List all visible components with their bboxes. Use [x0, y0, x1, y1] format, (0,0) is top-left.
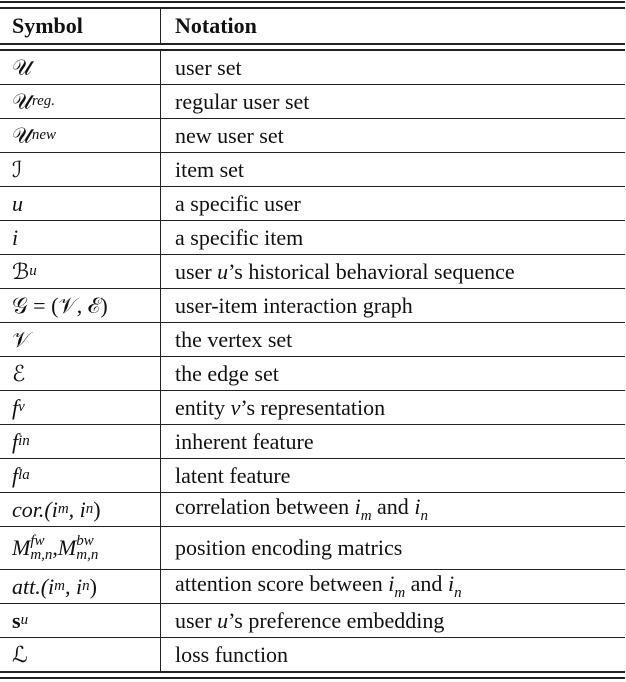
table-row	[0, 85, 625, 119]
text-segment: i	[414, 494, 421, 519]
text-segment: latent feature	[175, 462, 291, 488]
symbol-cell	[0, 323, 161, 356]
text-segment: ℰ	[12, 360, 26, 386]
subscript: m	[360, 508, 372, 524]
table-row	[0, 357, 625, 391]
notation-cell	[161, 293, 413, 319]
text-segment: u	[217, 607, 229, 633]
notation-cell	[161, 191, 301, 217]
notation-cell	[161, 608, 444, 634]
symbol-cell	[0, 85, 161, 118]
symbol-cell	[0, 255, 161, 288]
script-stack	[30, 534, 52, 562]
table-row	[0, 425, 625, 459]
table-row	[0, 493, 625, 527]
notation-cell	[161, 123, 284, 149]
table-row	[0, 391, 625, 425]
subscript: n	[85, 501, 94, 517]
text-segment: s	[12, 607, 21, 633]
text-segment: position encoding matrics	[175, 535, 403, 560]
header-rule	[0, 43, 625, 51]
text-segment: u	[12, 190, 23, 216]
script-stack	[76, 534, 98, 562]
text-segment: inherent feature	[175, 428, 314, 454]
bottom-rule	[0, 671, 625, 679]
text-segment: ’s representation	[240, 394, 386, 420]
text-segment: ℬ	[12, 258, 30, 284]
table-row	[0, 323, 625, 357]
text-segment: loss function	[175, 641, 289, 667]
header-row	[0, 9, 625, 43]
text-segment: i	[354, 494, 361, 519]
header-notation: Notation	[175, 13, 257, 38]
symbol-cell	[0, 51, 161, 84]
subscript: m	[54, 578, 66, 594]
superscript: bw	[76, 533, 94, 549]
symbol-cell	[0, 357, 161, 390]
subscript: new	[31, 127, 56, 143]
table-body	[0, 51, 625, 671]
table-row	[0, 638, 625, 671]
subscript: n	[82, 578, 90, 594]
table-row	[0, 570, 625, 604]
symbol-cell	[0, 570, 161, 603]
text-segment: f	[12, 428, 19, 454]
notation-cell	[161, 157, 244, 183]
text-segment: and	[405, 571, 448, 596]
symbol-cell	[0, 638, 161, 671]
text-segment: and	[371, 494, 415, 519]
superscript: la	[18, 467, 30, 483]
text-segment: the edge set	[175, 360, 279, 386]
text-segment: i	[447, 571, 455, 596]
text-segment: , i	[65, 573, 83, 599]
text-segment: attention score between	[175, 571, 389, 596]
symbol-cell	[0, 119, 161, 152]
text-segment: f	[12, 394, 19, 420]
table-row	[0, 153, 625, 187]
header-symbol: Symbol	[0, 9, 161, 43]
notation-cell	[161, 327, 292, 353]
text-segment: 𝒰	[12, 88, 32, 114]
subscript: reg.	[31, 93, 56, 109]
notation-cell	[161, 395, 385, 421]
text-segment: regular user set	[175, 88, 310, 114]
symbol-cell	[0, 425, 161, 458]
text-segment: user	[175, 607, 218, 633]
superscript: fw	[30, 533, 45, 549]
text-segment: 𝒰	[12, 122, 32, 148]
notation-cell	[161, 55, 242, 81]
text-segment: M	[12, 535, 31, 560]
text-segment: entity	[175, 394, 231, 420]
symbol-cell	[0, 527, 161, 569]
top-rule	[0, 1, 625, 9]
notation-cell	[161, 494, 428, 525]
subscript: m	[394, 585, 406, 601]
symbol-cell	[0, 187, 161, 220]
text-segment: ,	[52, 535, 58, 560]
text-segment: 𝒢 = (𝒱, ℰ)	[12, 292, 108, 318]
subscript: m,n	[30, 547, 53, 563]
symbol-cell	[0, 459, 161, 492]
symbol-cell	[0, 391, 161, 424]
text-segment: item set	[175, 156, 245, 182]
subscript: m	[57, 501, 69, 517]
text-segment: u	[217, 258, 229, 284]
text-segment: i	[12, 224, 19, 250]
table-row	[0, 604, 625, 638]
symbol-cell	[0, 221, 161, 254]
notation-cell	[161, 259, 515, 285]
text-segment: att.(i	[12, 573, 55, 599]
notation-cell	[161, 571, 462, 602]
table-row	[0, 221, 625, 255]
text-segment: 𝒰	[12, 54, 32, 80]
superscript: in	[18, 433, 30, 449]
notation-table	[0, 1, 625, 679]
subscript: m,n	[76, 547, 99, 563]
text-segment: )	[93, 496, 101, 522]
subscript: u	[29, 263, 37, 279]
notation-cell	[161, 463, 290, 489]
notation-cell	[161, 535, 402, 561]
text-segment: a specific item	[175, 224, 304, 250]
text-segment: v	[230, 394, 241, 420]
text-segment: the vertex set	[175, 326, 293, 352]
subscript: v	[18, 399, 25, 415]
table-row	[0, 187, 625, 221]
text-segment: , i	[68, 496, 86, 522]
table-row	[0, 459, 625, 493]
text-segment: ℒ	[12, 641, 28, 667]
notation-cell	[161, 429, 314, 455]
symbol-cell	[0, 604, 161, 637]
text-segment: )	[89, 573, 97, 599]
notation-cell	[161, 89, 309, 115]
notation-cell	[161, 225, 303, 251]
notation-cell	[161, 642, 288, 668]
symbol-cell	[0, 493, 161, 526]
subscript: n	[420, 508, 428, 524]
text-segment: 𝒱	[12, 326, 31, 352]
subscript: n	[454, 585, 462, 601]
text-segment: user set	[175, 54, 242, 80]
table-row	[0, 527, 625, 570]
text-segment: f	[12, 462, 19, 488]
text-segment: user-item interaction graph	[175, 292, 413, 318]
notation-cell	[161, 361, 279, 387]
table-row	[0, 255, 625, 289]
text-segment: ℐ	[12, 156, 23, 182]
subscript: u	[20, 612, 29, 628]
text-segment: new user set	[175, 122, 284, 148]
table-row	[0, 289, 625, 323]
text-segment: user	[175, 258, 218, 284]
table-row	[0, 119, 625, 153]
text-segment: i	[388, 571, 395, 596]
symbol-cell	[0, 289, 161, 322]
symbol-cell	[0, 153, 161, 186]
text-segment: ’s preference embedding	[228, 607, 445, 633]
text-segment: ’s historical behavioral sequence	[228, 258, 515, 284]
table-row	[0, 51, 625, 85]
text-segment: cor.(i	[12, 496, 58, 522]
text-segment: correlation between	[175, 494, 355, 519]
text-segment: M	[57, 535, 77, 560]
text-segment: a specific user	[175, 190, 301, 216]
